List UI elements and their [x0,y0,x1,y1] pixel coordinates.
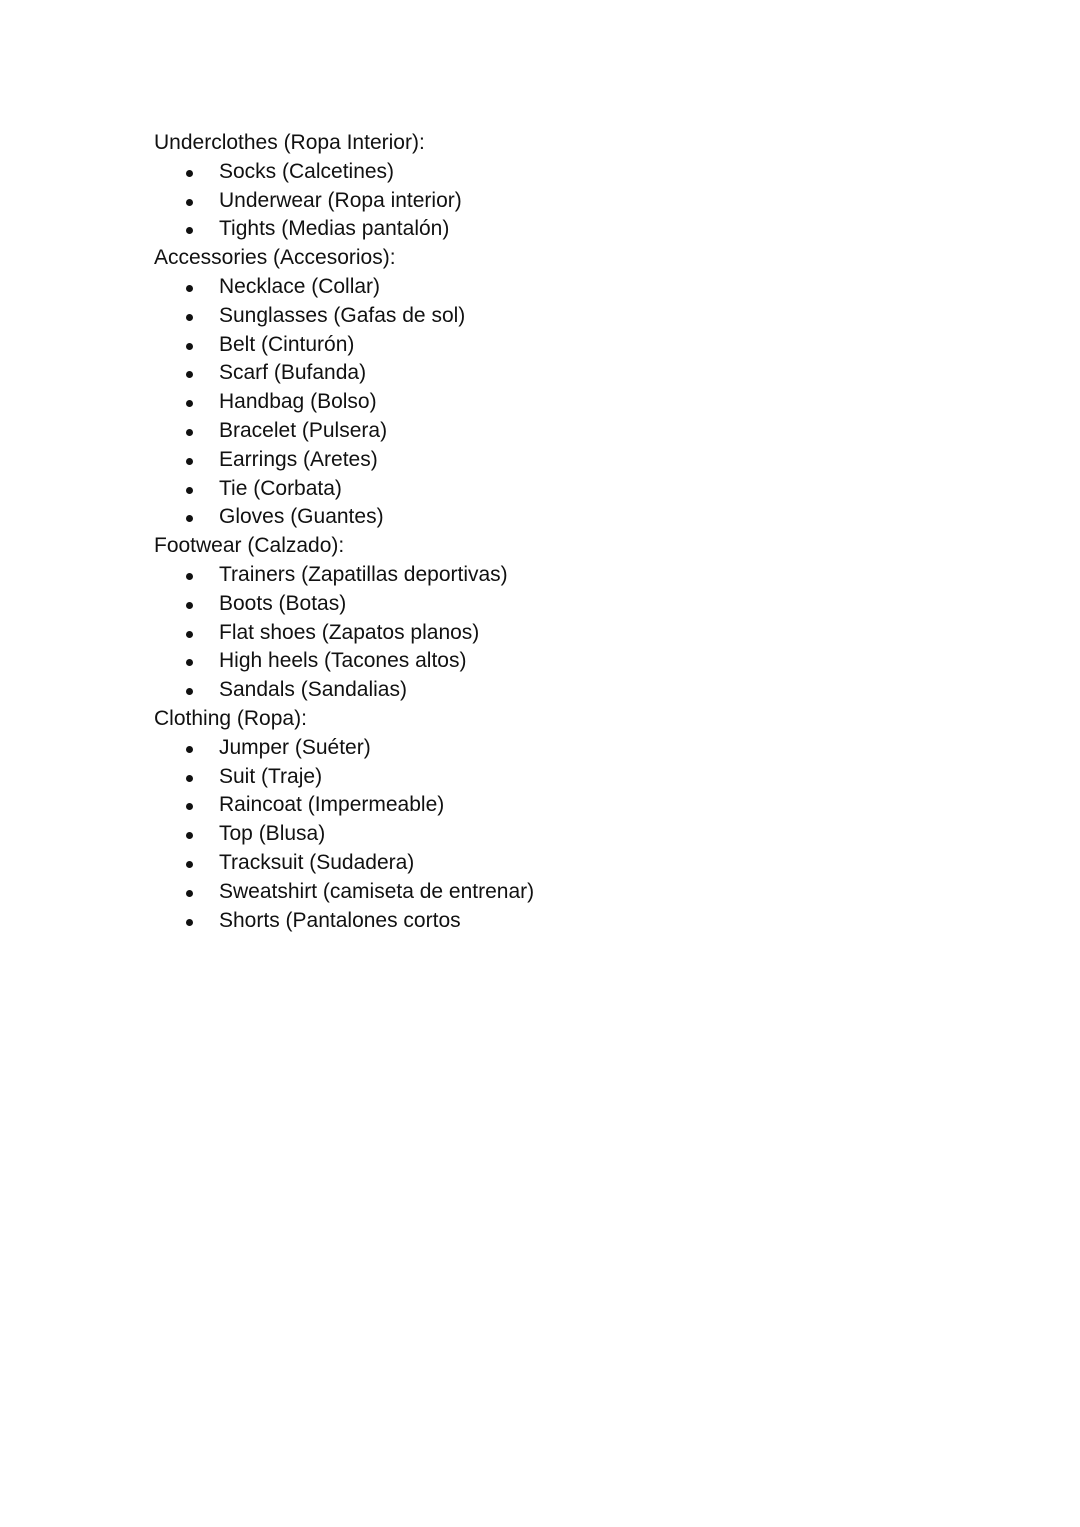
bullet-icon [186,861,193,868]
list-item [154,676,954,705]
bullet-list [154,158,954,244]
list-item-text: Tie (Corbata) [219,476,342,500]
list-item [154,302,954,331]
section-accessories [154,244,954,532]
bullet-list [154,561,954,705]
list-item-text: Sandals (Sandalias) [219,678,407,702]
bullet-icon [186,371,193,378]
bullet-icon [186,573,193,580]
list-item [154,503,954,532]
section-heading: Footwear (Calzado): [154,534,345,558]
list-item-text: Boots (Botas) [219,591,347,615]
list-item [154,907,954,936]
list-item [154,359,954,388]
list-item [154,561,954,590]
section-clothing [154,705,954,935]
list-item-text: Sweatshirt (camiseta de entrenar) [219,879,535,903]
list-item [154,475,954,504]
section-footwear [154,532,954,705]
list-item-text: Raincoat (Impermeable) [219,793,445,817]
section-heading: Clothing (Ropa): [154,706,307,730]
bullet-icon [186,602,193,609]
list-item [154,763,954,792]
list-item [154,849,954,878]
list-item-text: Jumper (Suéter) [219,735,371,759]
list-item [154,590,954,619]
bullet-icon [186,775,193,782]
list-item-text: Necklace (Collar) [219,274,381,298]
bullet-icon [186,890,193,897]
list-item [154,820,954,849]
list-item-text: Earrings (Aretes) [219,447,378,471]
list-item-text: Gloves (Guantes) [219,505,384,529]
list-item-text: High heels (Tacones altos) [219,649,467,673]
list-item [154,446,954,475]
bullet-icon [186,227,193,234]
list-item [154,388,954,417]
bullet-icon [186,919,193,926]
section-underclothes [154,129,954,244]
bullet-icon [186,429,193,436]
list-item [154,734,954,763]
list-item-text: Flat shoes (Zapatos planos) [219,620,480,644]
list-item [154,158,954,187]
list-item [154,619,954,648]
list-item [154,215,954,244]
list-item-text: Top (Blusa) [219,822,326,846]
list-item-text: Shorts (Pantalones cortos [219,908,461,932]
bullet-list [154,734,954,936]
bullet-list [154,273,954,532]
list-item-text: Trainers (Zapatillas deportivas) [219,562,508,586]
list-item-text: Tights (Medias pantalón) [219,217,450,241]
list-item-text: Handbag (Bolso) [219,390,377,414]
bullet-icon [186,314,193,321]
document-page [154,129,954,935]
list-item-text: Scarf (Bufanda) [219,361,367,385]
list-item-text: Bracelet (Pulsera) [219,418,388,442]
bullet-icon [186,659,193,666]
bullet-icon [186,487,193,494]
bullet-icon [186,170,193,177]
list-item [154,331,954,360]
bullet-icon [186,199,193,206]
bullet-icon [186,631,193,638]
list-item [154,878,954,907]
list-item-text: Sunglasses (Gafas de sol) [219,303,466,327]
bullet-icon [186,803,193,810]
bullet-icon [186,285,193,292]
list-item-text: Underwear (Ropa interior) [219,188,462,212]
bullet-icon [186,458,193,465]
list-item-text: Tracksuit (Sudadera) [219,850,415,874]
list-item [154,647,954,676]
bullet-icon [186,688,193,695]
list-item [154,791,954,820]
bullet-icon [186,343,193,350]
bullet-icon [186,746,193,753]
list-item-text: Suit (Traje) [219,764,323,788]
list-item [154,417,954,446]
list-item-text: Belt (Cinturón) [219,332,355,356]
bullet-icon [186,515,193,522]
section-heading: Underclothes (Ropa Interior): [154,131,425,154]
list-item [154,187,954,216]
bullet-icon [186,400,193,407]
list-item [154,273,954,302]
bullet-icon [186,832,193,839]
section-heading: Accessories (Accesorios): [154,246,396,270]
list-item-text: Socks (Calcetines) [219,159,395,183]
